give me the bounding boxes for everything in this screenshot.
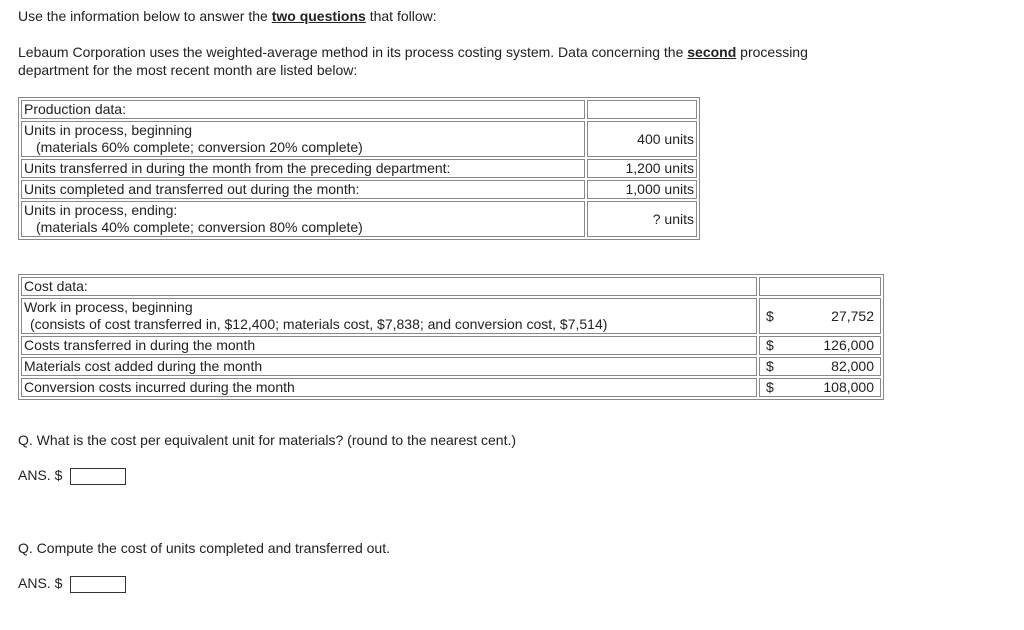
row-sublabel: (materials 60% complete; conversion 20% complete) [36, 139, 363, 155]
table-row [21, 298, 881, 334]
question-2-text: Q. Compute the cost of units completed and transferred out. [18, 540, 390, 556]
table-row [21, 336, 881, 355]
answer-1-label: ANS. $ [18, 467, 63, 483]
question-1-text: Q. What is the cost per equivalent unit for materials? (round to the nearest cent.) [18, 432, 517, 448]
intro-text: Lebaum Corporation uses the weighted-average method in its process costing system. Data concerning the [18, 44, 688, 60]
table-row [21, 277, 881, 296]
empty-cell [759, 277, 881, 296]
row-sublabel: (materials 40% complete; conversion 80% complete) [36, 219, 363, 235]
production-label-cell [21, 121, 585, 157]
cost-value-cell [759, 357, 881, 376]
currency-symbol: $ [766, 358, 774, 374]
row-label: Work in process, beginning [24, 299, 193, 315]
row-label: Units in process, beginning [24, 122, 193, 138]
table-row [21, 180, 697, 199]
table-row [21, 201, 697, 237]
table-row [21, 159, 697, 178]
production-data-table [18, 97, 700, 240]
row-value: 1,200 units [587, 159, 697, 178]
intro-line-2 [18, 44, 808, 60]
currency-symbol: $ [766, 307, 774, 324]
intro-text: Use the information below to answer the [18, 8, 272, 24]
row-label: Units completed and transferred out during the month: [21, 180, 585, 199]
answer-1-input[interactable] [70, 468, 126, 485]
intro-emphasis: second [687, 44, 737, 60]
production-label-cell [21, 201, 585, 237]
cost-label-cell [21, 298, 757, 334]
production-header: Production data: [21, 100, 585, 119]
answer-2-input[interactable] [70, 576, 126, 593]
row-value: ? units [587, 201, 697, 237]
row-label: Conversion costs incurred during the month [21, 378, 757, 397]
cost-header: Cost data: [21, 277, 757, 296]
row-label: Units in process, ending: [24, 202, 178, 218]
row-value: 82,000 [831, 358, 874, 374]
row-label: Units transferred in during the month from the preceding department: [21, 159, 585, 178]
table-row [21, 121, 697, 157]
cost-value-cell [759, 378, 881, 397]
intro-line-1 [18, 8, 437, 24]
cost-value-cell [759, 336, 881, 355]
row-label: Materials cost added during the month [21, 357, 757, 376]
currency-symbol: $ [766, 337, 774, 353]
row-value: 400 units [587, 121, 697, 157]
intro-text: processing [736, 44, 808, 60]
row-value: 1,000 units [587, 180, 697, 199]
row-sublabel: (consists of cost transferred in, $12,400; materials cost, $7,838; and conversion cost, $7,514) [30, 316, 608, 332]
cost-value-cell [759, 298, 881, 334]
intro-line-3: department for the most recent month are listed below: [18, 62, 358, 78]
row-label: Costs transferred in during the month [21, 336, 757, 355]
table-row [21, 357, 881, 376]
table-row [21, 378, 881, 397]
intro-text: that follow: [365, 8, 437, 24]
answer-2-label: ANS. $ [18, 575, 63, 591]
row-value: 27,752 [831, 307, 874, 324]
row-value: 108,000 [823, 379, 874, 395]
intro-emphasis: two questions [271, 8, 366, 24]
cost-data-table [18, 274, 884, 400]
row-value: 126,000 [823, 337, 874, 353]
table-row [21, 100, 697, 119]
currency-symbol: $ [766, 379, 774, 395]
empty-cell [587, 100, 697, 119]
